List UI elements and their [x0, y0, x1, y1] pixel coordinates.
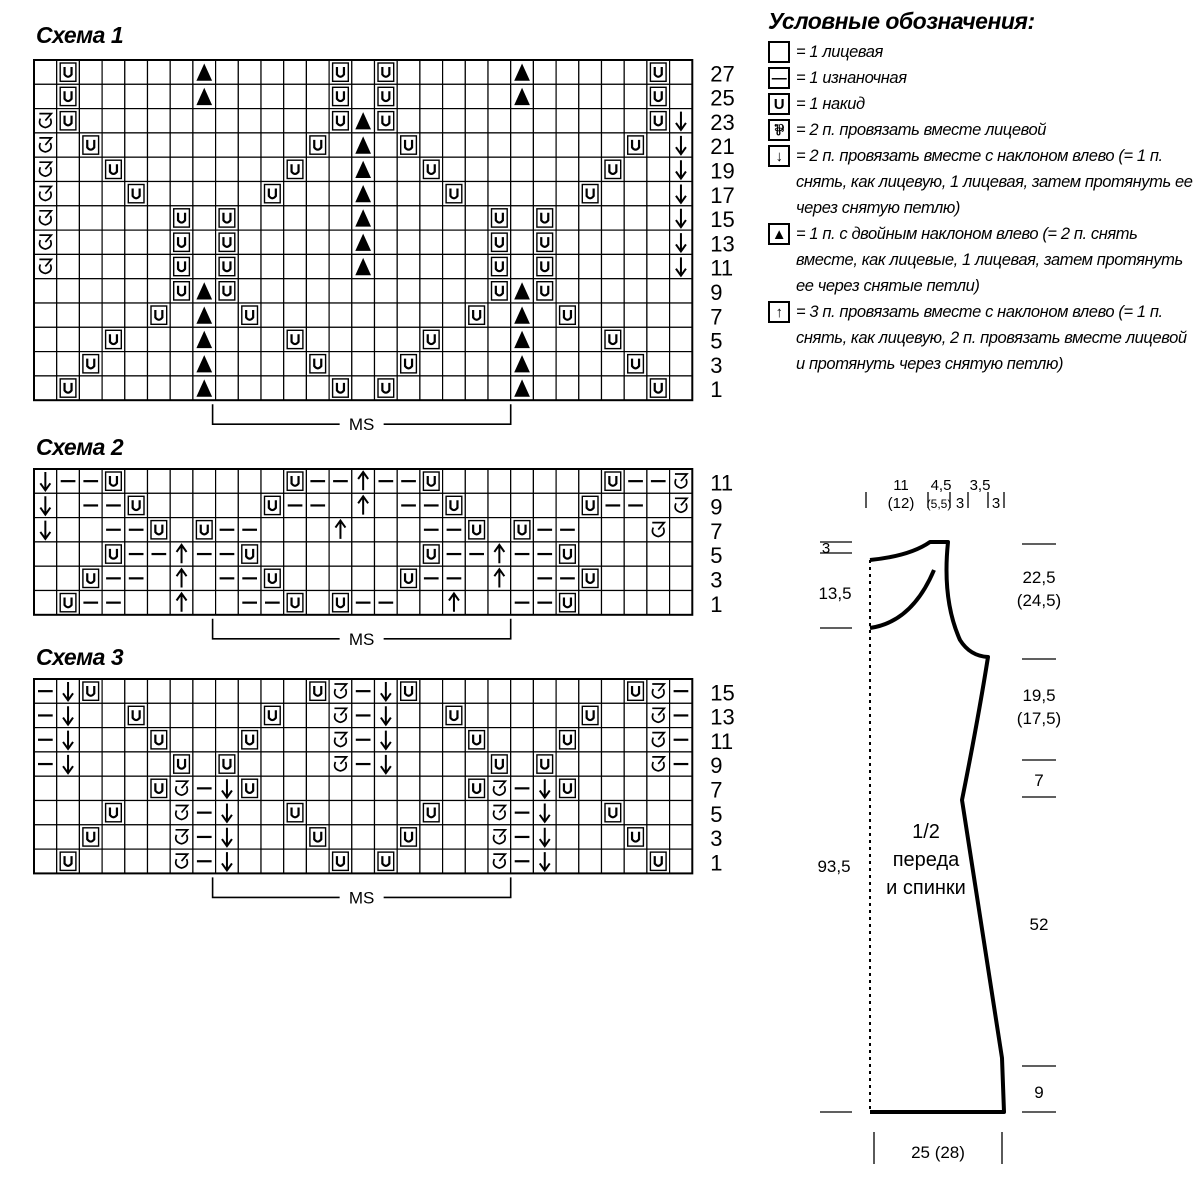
row-number: 9	[710, 494, 723, 520]
row-number: 11	[710, 728, 734, 754]
row-number: 25	[710, 85, 735, 111]
chart-cell	[624, 728, 647, 752]
chart1-title: Схема 1	[36, 22, 124, 48]
legend-title: Условные обозначения:	[768, 8, 1035, 34]
legend-symbol	[768, 41, 790, 63]
chart-cell	[420, 849, 443, 873]
chart-cell	[329, 703, 352, 727]
chart-cell	[193, 752, 216, 776]
chart-cell	[57, 801, 80, 825]
chart-cell	[602, 728, 625, 752]
chart-cell	[602, 776, 625, 800]
chart-cell	[284, 776, 307, 800]
chart-cell	[579, 776, 602, 800]
chart-cell	[170, 776, 193, 800]
chart-cell	[284, 849, 307, 873]
chart-cell	[670, 801, 693, 825]
legend-items	[768, 39, 1198, 377]
legend-item	[768, 91, 1198, 117]
front-neckline	[870, 570, 934, 628]
dim-armhole-alt: (24,5)	[1016, 591, 1062, 610]
chart-cell	[556, 752, 579, 776]
chart-cell	[443, 849, 466, 873]
legend-symbol: ▲	[768, 223, 790, 245]
row-number: 5	[710, 543, 723, 569]
dim-waist: 7	[1034, 771, 1044, 790]
chart-cell	[216, 728, 239, 752]
chart-cell	[261, 728, 284, 752]
row-number: 7	[710, 304, 723, 330]
chart-cell	[352, 825, 375, 849]
chart-cell	[329, 752, 352, 776]
chart-cell	[170, 801, 193, 825]
dim-upper: 19,5	[1022, 686, 1056, 705]
chart-cell	[579, 801, 602, 825]
dim-d3: 3	[955, 495, 965, 512]
row-number: 21	[710, 134, 735, 160]
ms-label: MS	[348, 888, 375, 908]
chart-cell	[102, 776, 125, 800]
chart-cell	[443, 776, 466, 800]
chart-cell	[397, 752, 420, 776]
chart-cell	[170, 703, 193, 727]
chart-cell	[329, 728, 352, 752]
chart-cell	[125, 801, 148, 825]
chart-cell	[170, 679, 193, 703]
chart-cell	[125, 752, 148, 776]
chart-cell	[79, 849, 102, 873]
row-number: 11	[710, 470, 734, 496]
chart-cell	[170, 825, 193, 849]
chart-cell	[216, 703, 239, 727]
chart-cell	[306, 776, 329, 800]
legend-text: = 2 п. провязать вместе с наклоном влево (= 1 п. снять, как лицевую, 1 лицевая, затем протянуть ее через снятую петлю)	[796, 147, 1193, 217]
chart-cell	[102, 703, 125, 727]
row-number: 7	[710, 777, 723, 803]
chart-cell	[170, 849, 193, 873]
chart-cell	[420, 825, 443, 849]
legend-item	[768, 117, 1198, 143]
row-number: 19	[710, 158, 735, 184]
row-number: 11	[710, 255, 734, 281]
legend-symbol: ↓	[768, 145, 790, 167]
row-number: 13	[710, 231, 735, 257]
chart-cell	[102, 752, 125, 776]
chart-cell	[329, 679, 352, 703]
chart-cell	[193, 703, 216, 727]
chart-cell	[148, 825, 171, 849]
chart-cell	[465, 849, 488, 873]
row-number: 23	[710, 109, 735, 135]
legend-item	[768, 299, 1198, 377]
chart-cell	[57, 776, 80, 800]
row-number: 9	[710, 753, 723, 779]
row-number: 3	[710, 826, 723, 852]
row-number: 3	[710, 567, 723, 593]
chart-cell	[397, 703, 420, 727]
chart-cell	[488, 679, 511, 703]
garment-pattern	[780, 460, 1080, 1180]
chart-cell	[102, 825, 125, 849]
chart-cell	[556, 849, 579, 873]
chart-cell	[670, 849, 693, 873]
chart-cell	[261, 776, 284, 800]
dim-neck-depth: 13,5	[818, 584, 852, 603]
chart-cell	[488, 703, 511, 727]
chart-cell	[488, 728, 511, 752]
chart-cell	[670, 776, 693, 800]
chart-cell	[488, 849, 511, 873]
row-number: 17	[710, 182, 735, 208]
legend-symbol: ⅌	[768, 119, 790, 141]
chart-cell	[79, 752, 102, 776]
chart-cell	[148, 752, 171, 776]
chart-cell	[647, 776, 670, 800]
chart-cell	[488, 825, 511, 849]
chart-cell	[102, 728, 125, 752]
chart-cell	[533, 703, 556, 727]
chart-cell	[284, 679, 307, 703]
chart-cell	[420, 776, 443, 800]
chart-cell	[397, 728, 420, 752]
row-number: 13	[710, 704, 735, 730]
chart-cell	[79, 801, 102, 825]
chart-cell	[579, 752, 602, 776]
chart-cell	[511, 752, 534, 776]
row-number: 3	[710, 352, 723, 378]
chart-cell	[284, 752, 307, 776]
chart-cell	[79, 776, 102, 800]
chart-3-grid	[0, 0, 740, 920]
chart-cell	[261, 679, 284, 703]
chart-cell	[488, 776, 511, 800]
chart-cell	[511, 728, 534, 752]
chart-cell	[670, 825, 693, 849]
chart-cell	[170, 728, 193, 752]
chart-cell	[125, 776, 148, 800]
chart-cell	[34, 825, 57, 849]
chart-cell	[125, 849, 148, 873]
chart-cell	[397, 849, 420, 873]
dim-upper-alt: (17,5)	[1016, 709, 1062, 728]
chart-cell	[125, 825, 148, 849]
ms-label: MS	[348, 629, 375, 649]
chart-cell	[602, 752, 625, 776]
row-number: 1	[710, 591, 723, 617]
chart-cell	[238, 752, 261, 776]
chart-3-cells	[34, 679, 692, 873]
dim-total-length: 93,5	[817, 857, 851, 876]
chart-cell	[647, 703, 670, 727]
chart-cell	[102, 849, 125, 873]
chart-cell	[556, 801, 579, 825]
legend-symbol: —	[768, 67, 790, 89]
chart-cell	[306, 703, 329, 727]
chart-cell	[488, 801, 511, 825]
legend-item	[768, 143, 1198, 221]
chart-cell	[443, 679, 466, 703]
legend-item	[768, 65, 1198, 91]
dim-d1-alt: (12)	[887, 495, 915, 512]
chart-cell	[352, 801, 375, 825]
chart2-title: Схема 2	[36, 434, 124, 460]
chart-cell	[465, 801, 488, 825]
row-number: 1	[710, 850, 723, 876]
legend-text: = 1 изнаночная	[796, 69, 907, 87]
chart-cell	[579, 728, 602, 752]
chart-cell	[465, 825, 488, 849]
chart-cell	[148, 679, 171, 703]
chart-cell	[397, 801, 420, 825]
chart-cell	[602, 849, 625, 873]
chart-cell	[329, 776, 352, 800]
dim-d2-alt: (5,5)	[926, 497, 952, 511]
chart-cell	[624, 703, 647, 727]
ms-label: MS	[348, 415, 375, 435]
row-number: 7	[710, 518, 723, 544]
row-number: 9	[710, 280, 723, 305]
chart-cell	[443, 752, 466, 776]
chart-cell	[465, 703, 488, 727]
chart-cell	[556, 825, 579, 849]
chart-cell	[306, 728, 329, 752]
chart-cell	[647, 825, 670, 849]
dim-hem: 9	[1034, 1083, 1044, 1102]
chart-cell	[148, 703, 171, 727]
legend	[768, 8, 1198, 377]
chart-cell	[579, 825, 602, 849]
legend-text: = 1 п. с двойным наклоном влево (= 2 п. снять вместе, как лицевые, 1 лицевая, затем протянуть ее через снятые петли)	[796, 225, 1183, 295]
chart-cell	[533, 679, 556, 703]
chart-cell	[624, 801, 647, 825]
chart-cell	[375, 776, 398, 800]
chart-cell	[306, 849, 329, 873]
dim-width: 25 (28)	[911, 1143, 965, 1162]
chart-cell	[148, 849, 171, 873]
chart-cell	[34, 849, 57, 873]
legend-item	[768, 221, 1198, 299]
chart-cell	[102, 679, 125, 703]
pattern-label-1: 1/2	[912, 821, 940, 843]
chart-cell	[284, 825, 307, 849]
chart-cell	[193, 679, 216, 703]
chart-cell	[602, 679, 625, 703]
chart-cell	[261, 849, 284, 873]
chart-cell	[556, 703, 579, 727]
chart-cell	[420, 728, 443, 752]
chart-cell	[647, 752, 670, 776]
chart-cell	[647, 801, 670, 825]
chart-cell	[375, 801, 398, 825]
chart-cell	[125, 728, 148, 752]
chart-cell	[443, 825, 466, 849]
chart-cell	[352, 776, 375, 800]
chart-cell	[624, 752, 647, 776]
chart-cell	[465, 752, 488, 776]
chart-cell	[216, 679, 239, 703]
dim-d4: 3,5	[969, 477, 991, 494]
chart-cell	[647, 679, 670, 703]
chart-cell	[238, 825, 261, 849]
dim-shoulder-drop: 3	[821, 540, 831, 557]
chart-cell	[420, 752, 443, 776]
chart-cell	[624, 776, 647, 800]
dim-d1: 11	[893, 477, 909, 494]
chart-cell	[238, 679, 261, 703]
chart-cell	[533, 728, 556, 752]
chart-cell	[125, 679, 148, 703]
legend-text: = 2 п. провязать вместе лицевой	[796, 121, 1046, 139]
chart-cell	[261, 801, 284, 825]
chart-cell	[193, 728, 216, 752]
chart-cell	[420, 679, 443, 703]
row-number: 15	[710, 680, 735, 706]
chart-cell	[443, 728, 466, 752]
chart-cell	[238, 703, 261, 727]
legend-symbol: U	[768, 93, 790, 115]
chart-cell	[465, 679, 488, 703]
chart-cell	[624, 849, 647, 873]
chart-cell	[306, 801, 329, 825]
row-number: 15	[710, 207, 735, 233]
chart3-title: Схема 3	[36, 644, 124, 670]
chart-cell	[57, 825, 80, 849]
chart-cell	[238, 801, 261, 825]
chart-cell	[238, 849, 261, 873]
chart-cell	[306, 752, 329, 776]
chart-cell	[284, 728, 307, 752]
chart-cell	[79, 728, 102, 752]
pattern-label-3: и спинки	[886, 877, 966, 899]
chart-cell	[352, 849, 375, 873]
chart-cell	[329, 825, 352, 849]
legend-symbol: ↑	[768, 301, 790, 323]
chart-cell	[443, 801, 466, 825]
chart-cell	[511, 679, 534, 703]
chart-cell	[511, 703, 534, 727]
chart-cell	[284, 703, 307, 727]
row-number: 5	[710, 328, 723, 354]
row-number: 1	[710, 377, 723, 403]
chart-cell	[34, 801, 57, 825]
chart-cell	[420, 703, 443, 727]
chart-cell	[34, 776, 57, 800]
chart-cell	[375, 825, 398, 849]
legend-text: = 1 накид	[796, 95, 865, 113]
chart-cell	[602, 703, 625, 727]
pattern-label-2: переда	[892, 849, 960, 871]
chart-cell	[148, 801, 171, 825]
legend-item	[768, 39, 1198, 65]
chart-cell	[647, 728, 670, 752]
chart-cell	[397, 776, 420, 800]
chart-cell	[79, 703, 102, 727]
chart-cell	[261, 825, 284, 849]
legend-text: = 1 лицевая	[796, 43, 883, 61]
chart-cell	[579, 849, 602, 873]
dim-lower: 52	[1029, 915, 1049, 934]
row-number: 27	[710, 61, 735, 87]
dim-d2: 4,5	[930, 477, 952, 494]
dim-armhole: 22,5	[1022, 568, 1056, 587]
row-number: 5	[710, 801, 723, 827]
chart-cell	[579, 679, 602, 703]
chart-cell	[261, 752, 284, 776]
chart-cell	[602, 825, 625, 849]
legend-text: = 3 п. провязать вместе с наклоном влево (= 1 п. снять, как лицевую, 2 п. провязать вместе лицевой и протянуть через снятую петлю)	[796, 303, 1187, 373]
chart-cell	[329, 801, 352, 825]
dim-d5: 3	[991, 495, 1001, 512]
chart-cell	[556, 679, 579, 703]
